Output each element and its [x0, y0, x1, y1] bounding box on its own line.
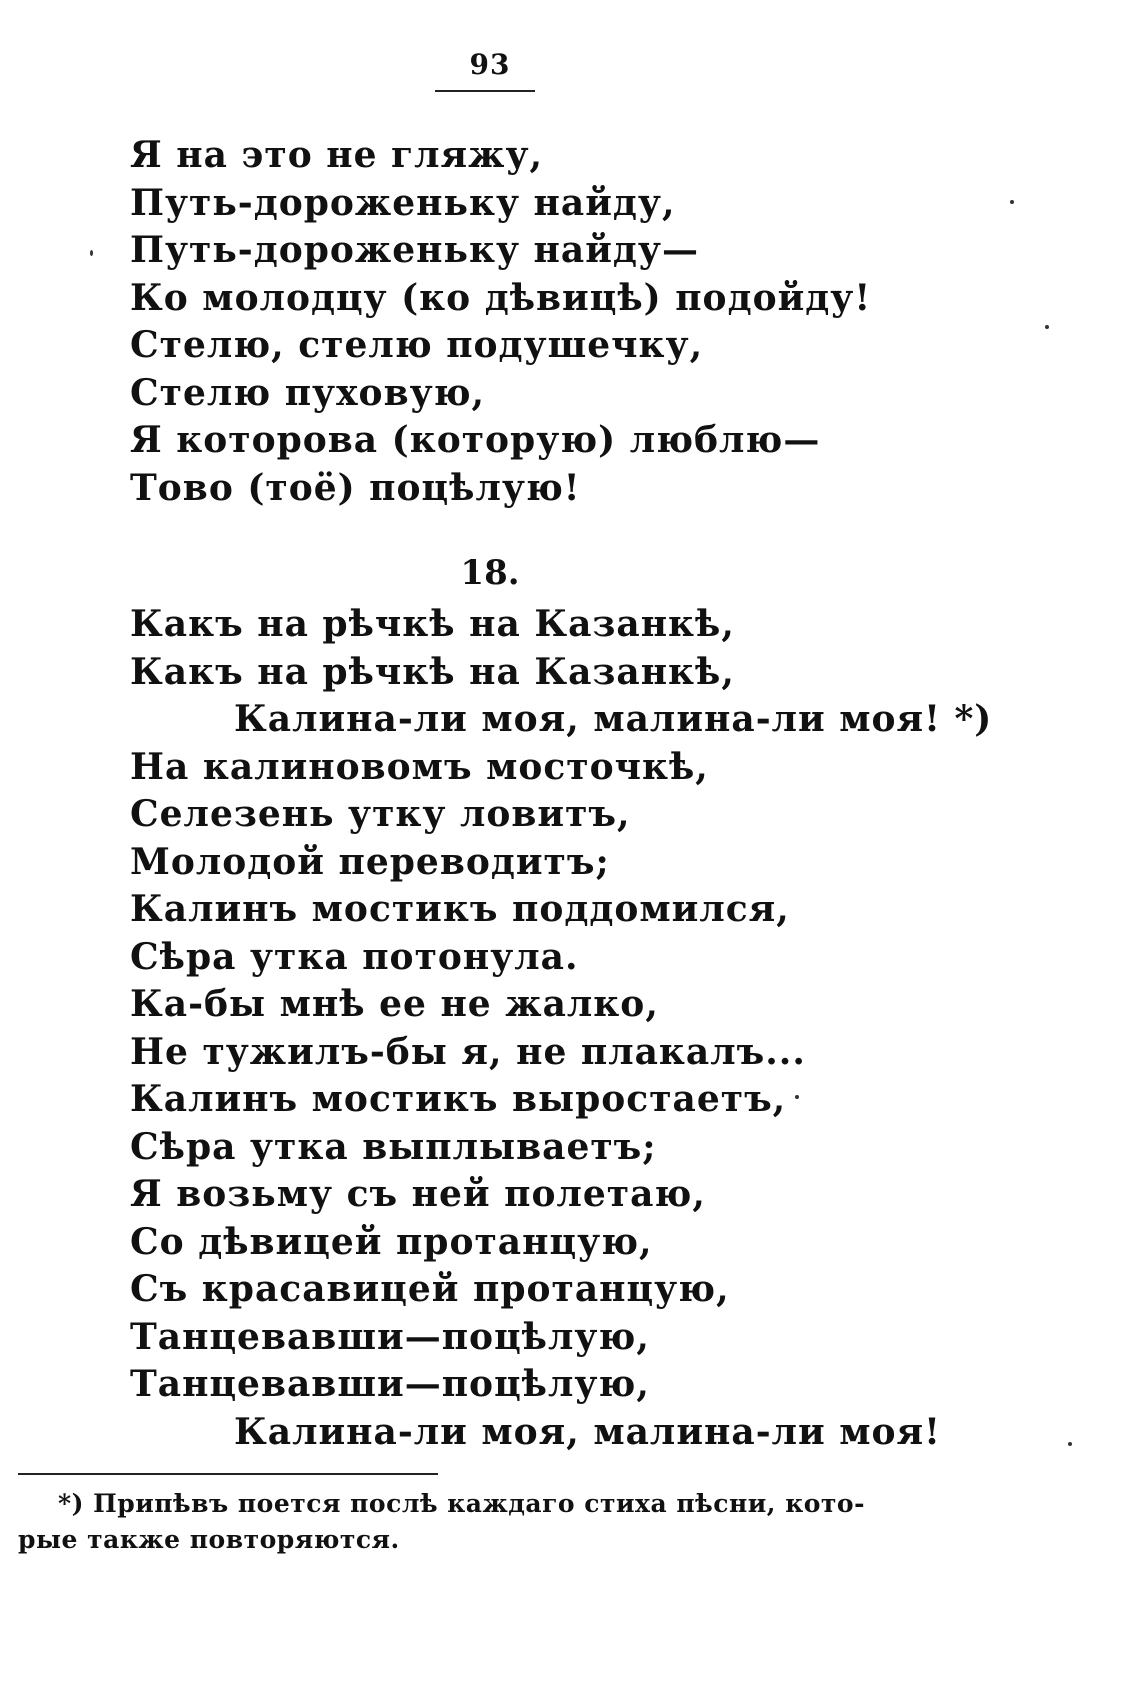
refrain-line: Калина-ли моя, малина-ли моя! — [234, 1410, 941, 1453]
page-number: 93 — [469, 48, 511, 81]
print-speck — [1010, 200, 1014, 204]
verse-line: Сѣра утка выплываетъ; — [130, 1125, 657, 1168]
refrain-line: Калина-ли моя, малина-ли моя! *) — [234, 698, 993, 740]
song-number: 18. — [460, 553, 520, 593]
verse-line: Тово (тоё) поцѣлую! — [130, 466, 581, 509]
verse-line: Ка-бы мнѣ ее не жалко, — [130, 983, 659, 1025]
verse-line: Какъ на рѣчкѣ на Казанкѣ, — [130, 603, 735, 645]
verse-line: Стелю пуховую, — [130, 371, 486, 414]
verse-line: Путь-дороженьку найду, — [130, 181, 676, 224]
verse-line: Селезень утку ловитъ, — [130, 793, 631, 835]
page-number-rule — [435, 90, 535, 92]
verse-line: Я которова (которую) люблю— — [130, 419, 821, 461]
footnote-line: *) Припѣвъ поется послѣ каждаго стиха пѣсни, кото- — [58, 1489, 865, 1518]
verse-line: Не тужилъ-бы я, не плакалъ... — [130, 1030, 806, 1073]
verse-line: Ко молодцу (ко дѣвицѣ) подойду! — [130, 276, 872, 319]
verse-block-previous-song — [130, 132, 1030, 512]
footnote — [18, 1486, 948, 1558]
footnote-rule — [18, 1473, 438, 1475]
verse-line: Путь-дороженьку найду— — [130, 229, 699, 271]
print-speck — [1068, 1442, 1072, 1446]
verse-line: Съ красавицей протанцую, — [130, 1268, 730, 1310]
footnote-line: рые также повторяются. — [18, 1525, 400, 1554]
verse-line: Калинъ мостикъ поддомился, — [130, 888, 790, 930]
verse-line: Молодой переводитъ; — [130, 840, 610, 883]
print-speck — [795, 1095, 799, 1099]
print-speck — [90, 250, 93, 256]
verse-line: Стелю, стелю подушечку, — [130, 324, 704, 366]
print-speck — [1045, 325, 1049, 329]
verse-line: Я на это не гляжу, — [130, 134, 544, 176]
verse-line: Калинъ мостикъ выростаетъ, — [130, 1078, 787, 1120]
verse-line: Сѣра утка потонула. — [130, 935, 579, 978]
verse-line: Я возьму съ ней полетаю, — [130, 1173, 706, 1215]
verse-block-song-18 — [130, 601, 1030, 1456]
verse-line: Танцевавши—поцѣлую, — [130, 1363, 650, 1405]
verse-line: На калиновомъ мосточкѣ, — [130, 745, 709, 788]
verse-line: Танцевавши—поцѣлую, — [130, 1315, 650, 1358]
verse-line: Какъ на рѣчкѣ на Казанкѣ, — [130, 650, 735, 693]
verse-line: Со дѣвицей протанцую, — [130, 1220, 653, 1263]
